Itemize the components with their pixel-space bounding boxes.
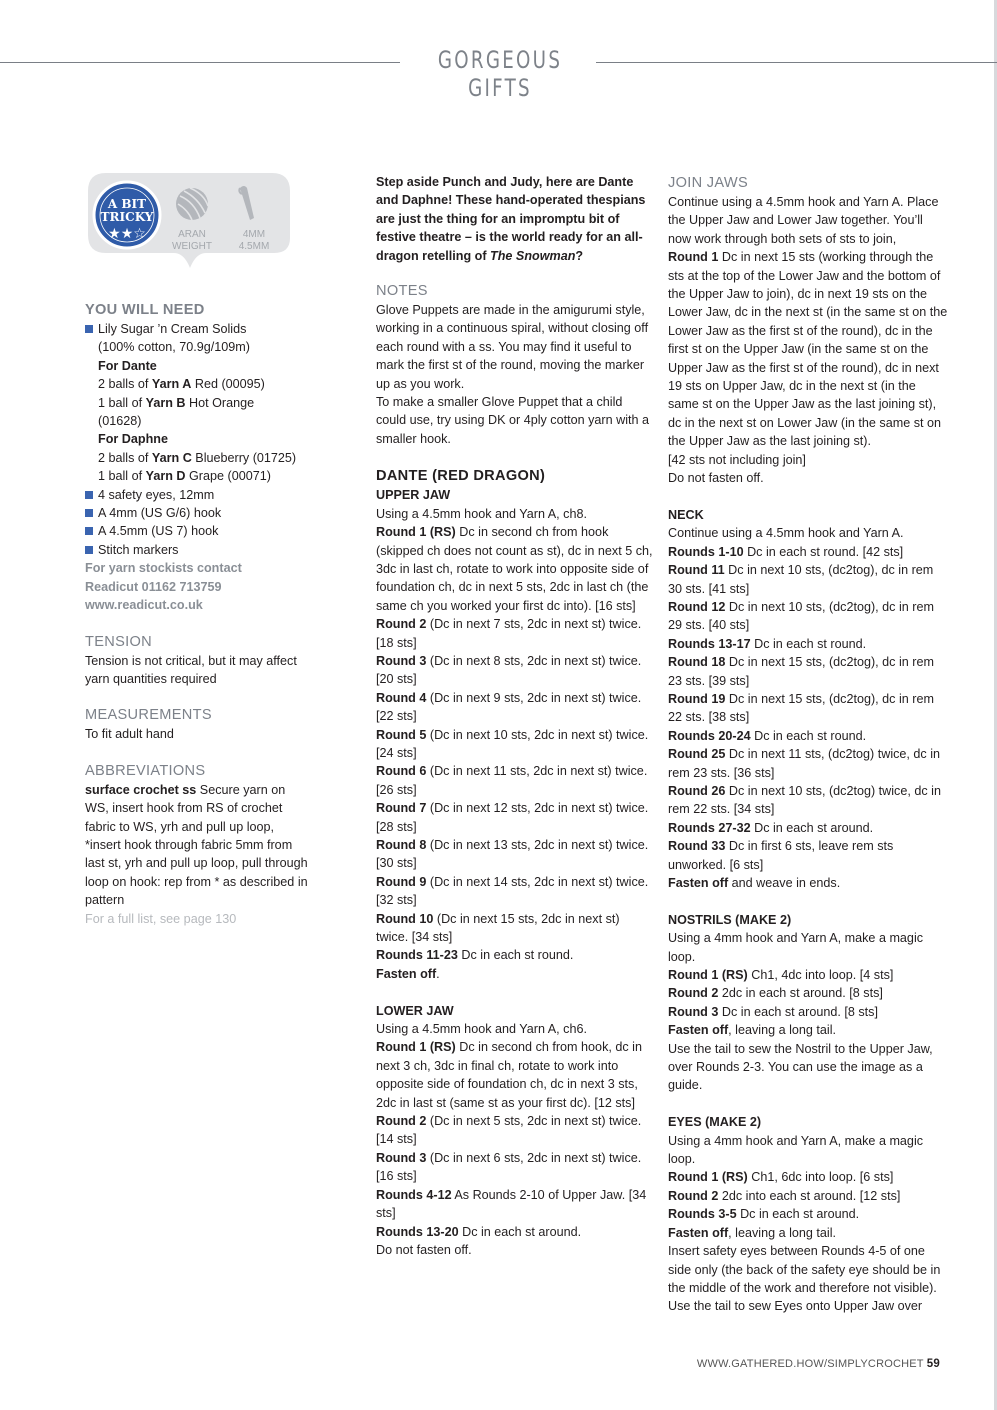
list-item-detail: (01628) xyxy=(98,414,142,429)
bullet-square-icon xyxy=(85,527,93,535)
pattern-row: Round 25 Dc in next 11 sts, (dc2tog) twice, dc in rem 23 sts. [36 sts] xyxy=(668,747,941,780)
pattern-row: Fasten off, leaving a long tail. xyxy=(668,1023,836,1038)
abbreviation-entry: surface crochet ss Secure yarn on WS, insert hook from RS of crochet fabric to WS, yrh and pull up loop, *insert hook through fabric 5mm from last st, yrh and pull up loop, pull through loop on hook: rep from * as described in pattern xyxy=(85,782,308,908)
pattern-row: Round 33 Dc in first 6 sts, leave rem sts unworked. [6 sts] xyxy=(668,839,894,872)
header-rule-right xyxy=(596,62,997,63)
stockists-link[interactable]: www.readicut.co.uk xyxy=(85,598,203,613)
hook-size-label1: 4MM xyxy=(242,229,266,240)
abbreviations-heading: ABBREVIATIONS xyxy=(85,762,206,779)
upper-jaw-heading: UPPER JAW xyxy=(376,488,451,503)
yarn-ball-icon xyxy=(176,188,208,220)
pattern-row: Round 3 Dc in each st around. [8 sts] xyxy=(668,1004,878,1019)
badge-line2: TRICKY xyxy=(100,210,154,224)
pattern-row: Round 11 Dc in next 10 sts, (dc2tog), dc in rem 30 sts. [41 sts] xyxy=(668,563,934,596)
pattern-row: Round 1 (RS) Dc in second ch from hook, dc in next 3 ch, 3dc in final ch, rotate to work into opposite side of foundation ch, dc in next 3 sts, 2dc in last st (same st as your first dc). [12 sts] xyxy=(376,1040,642,1110)
join-jaws-heading: JOIN JAWS xyxy=(668,175,748,191)
badge-line1: A BIT xyxy=(107,197,147,211)
bullet-square-icon xyxy=(85,509,93,517)
pattern-row: Fasten off. xyxy=(376,966,440,981)
lower-jaw-heading: LOWER JAW xyxy=(376,1003,454,1018)
eyes-rounds xyxy=(668,1168,948,1242)
measurements-text: To fit adult hand xyxy=(85,727,174,742)
dante-heading: DANTE (RED DRAGON) xyxy=(376,468,546,485)
pattern-row: Round 8 (Dc in next 13 sts, 2dc in next st) twice. [30 sts] xyxy=(376,838,649,871)
footer-url[interactable]: WWW.GATHERED.HOW/SIMPLYCROCHET xyxy=(696,1358,924,1370)
section-title: GORGEOUS GIFTS xyxy=(437,46,563,102)
pattern-row: Round 1 Dc in next 15 sts (working through the sts at the top of the Lower Jaw and the bottom of the Upper Jaw to join), dc in next 19 sts on the Lower Jaw, dc in the next st (in the same st on the Lower Jaw as the first st of the round), dc in the first st on the Upper Jaw (in the same st on the Upper Jaw as the first st of the round), dc in next 19 sts on Upper Jaw, dc in the next st (in the same st on the Upper Jaw as the last joining st), dc in the next st on Lower Jaw (in the same st on the Upper Jaw as the last joining st). xyxy=(668,250,948,449)
page-footer xyxy=(697,1358,940,1370)
bullet-square-icon xyxy=(85,325,93,333)
pattern-row: Round 2 (Dc in next 5 sts, 2dc in next st) twice. [14 sts] xyxy=(376,1114,642,1147)
header-rule-left xyxy=(0,62,400,63)
page-number: 59 xyxy=(926,1358,940,1370)
lower-jaw-closing: Do not fasten off. xyxy=(376,1242,472,1257)
pattern-row: Round 7 (Dc in next 12 sts, 2dc in next st) twice. [28 sts] xyxy=(376,801,649,834)
nostrils-closing: Use the tail to sew the Nostril to the Upper Jaw, over Rounds 2-3. You can use the image as a guide. xyxy=(668,1041,933,1093)
yarn-weight-label2: WEIGHT xyxy=(172,241,212,252)
nostrils-heading: NOSTRILS (MAKE 2) xyxy=(668,912,792,927)
lower-jaw-rounds xyxy=(376,1038,654,1240)
measurements-heading: MEASUREMENTS xyxy=(85,707,212,724)
upper-jaw-intro: Using a 4.5mm hook and Yarn A, ch8. xyxy=(376,506,587,521)
list-item-detail: 2 balls of Yarn C Blueberry (01725) xyxy=(98,450,297,465)
lower-jaw-intro: Using a 4.5mm hook and Yarn A, ch6. xyxy=(376,1022,587,1037)
notes-heading: NOTES xyxy=(376,283,428,300)
pattern-row: Fasten off, leaving a long tail. xyxy=(668,1225,836,1240)
pattern-row: Round 26 Dc in next 10 sts, (dc2tog) twice, dc in rem 22 sts. [34 sts] xyxy=(668,783,941,817)
stockists-text: For yarn stockists contact xyxy=(85,561,242,576)
neck-rounds xyxy=(668,543,948,893)
join-jaws-intro: Continue using a 4.5mm hook and Yarn A. Place the Upper Jaw and Lower Jaw together. You’ll now work through both sets of sts to join, xyxy=(668,195,939,246)
middle-column xyxy=(376,173,654,1259)
list-item-detail: (100% cotton, 70.9g/109m) xyxy=(98,340,250,355)
pattern-row: Round 19 Dc in next 15 sts, (dc2tog), dc in rem 22 sts. [38 sts] xyxy=(668,691,934,725)
list-item: A 4mm (US G/6) hook xyxy=(85,504,310,522)
pattern-row: Round 10 (Dc in next 15 sts, 2dc in next st) twice. [34 sts] xyxy=(376,911,620,945)
nostrils-intro: Using a 4mm hook and Yarn A, make a magic loop. xyxy=(668,931,924,964)
tension-heading: TENSION xyxy=(85,633,152,650)
list-item: Lily Sugar ’n Cream Solids xyxy=(85,320,310,338)
pattern-row: Rounds 13-20 Dc in each st around. xyxy=(376,1224,582,1239)
nostrils-rounds xyxy=(668,966,948,1040)
pattern-row: Rounds 20-24 Dc in each st round. xyxy=(668,728,867,743)
star-rating: ★★☆ xyxy=(108,226,146,242)
pattern-row: Rounds 1-10 Dc in each st round. [42 sts] xyxy=(668,544,904,559)
list-item: Stitch markers xyxy=(85,541,310,559)
list-item: 4 safety eyes, 12mm xyxy=(85,486,310,504)
list-item-detail: 1 ball of Yarn D Grape (00071) xyxy=(98,469,271,484)
pattern-row: Rounds 27-32 Dc in each st around. xyxy=(668,820,874,835)
pattern-row: Round 3 (Dc in next 8 sts, 2dc in next st) twice. [20 sts] xyxy=(376,653,642,687)
daphne-subheading: For Daphne xyxy=(98,432,168,447)
pattern-row: Rounds 4-12 As Rounds 2-10 of Upper Jaw. [34 sts] xyxy=(376,1187,647,1221)
eyes-heading: EYES (MAKE 2) xyxy=(668,1115,762,1130)
dante-subheading: For Dante xyxy=(98,358,157,373)
notes-paragraph: To make a smaller Glove Puppet that a child could use, try using DK or 4ply cotton yarn with a smaller hook. xyxy=(376,395,649,446)
eyes-closing: Insert safety eyes between Rounds 4-5 of one side only (the back of the safety eye should be in the middle of the work and therefore not visible). xyxy=(668,1244,941,1295)
tension-text: Tension is not critical, but it may affect yarn quantities required xyxy=(85,653,297,686)
abbreviations-more-link: For a full list, see page 130 xyxy=(85,911,237,926)
pattern-row: Round 2 (Dc in next 7 sts, 2dc in next st) twice. [18 sts] xyxy=(376,617,642,650)
pattern-row: Fasten off and weave in ends. xyxy=(668,876,841,891)
pattern-row: Round 4 (Dc in next 9 sts, 2dc in next st) twice. [22 sts] xyxy=(376,690,642,724)
hook-size-label2: 4.5MM xyxy=(238,241,270,252)
neck-heading: NECK xyxy=(668,507,704,522)
pattern-row: Rounds 3-5 Dc in each st around. xyxy=(668,1207,860,1222)
notes-paragraph: Glove Puppets are made in the amigurumi style, working in a continuous spiral, without closing off each round with a ss. You may find it useful to mark the first st of the round, moving the marker up as you work. xyxy=(376,303,649,391)
eyes-intro: Using a 4mm hook and Yarn A, make a magic loop. xyxy=(668,1133,924,1167)
pattern-row: Round 1 (RS) Ch1, 4dc into loop. [4 sts] xyxy=(668,968,894,983)
pattern-row: Rounds 11-23 Dc in each st round. xyxy=(376,948,574,963)
bullet-square-icon xyxy=(85,546,93,554)
difficulty-panel xyxy=(84,168,294,273)
upper-jaw-rounds xyxy=(376,523,654,983)
yarn-weight-label1: ARAN xyxy=(178,229,206,240)
pattern-row: Round 12 Dc in next 10 sts, (dc2tog), dc in rem 29 sts. [40 sts] xyxy=(668,599,934,633)
pattern-row: Round 1 (RS) Ch1, 6dc into loop. [6 sts] xyxy=(668,1170,894,1185)
pattern-row: Rounds 13-17 Dc in each st round. xyxy=(668,636,867,651)
pattern-row: Round 2 2dc into each st around. [12 sts] xyxy=(668,1188,901,1203)
sidebar-column xyxy=(85,300,310,928)
list-item: A 4.5mm (US 7) hook xyxy=(85,522,310,540)
join-jaws-count: [42 sts not including join] xyxy=(668,452,806,467)
pattern-row: Round 18 Dc in next 15 sts, (dc2tog), dc in rem 23 sts. [39 sts] xyxy=(668,655,934,688)
stockists-phone: Readicut 01162 713759 xyxy=(85,579,222,594)
pattern-row: Round 1 (RS) Dc in second ch from hook (skipped ch does not count as st), dc in next 5 ch, 3dc in last ch, rotate to work into opposite side of foundation ch, dc in next 5 sts, 2dc in last ch (the same ch you worked your first dc into). [16 sts] xyxy=(376,525,653,613)
you-will-need-heading: YOU WILL NEED xyxy=(85,302,205,318)
pattern-row: Round 2 2dc in each st around. [8 sts] xyxy=(668,986,883,1001)
pattern-row: Round 6 (Dc in next 11 sts, 2dc in next st) twice. [26 sts] xyxy=(376,764,648,797)
right-column xyxy=(668,173,948,1316)
intro-paragraph: Step aside Punch and Judy, here are Dante and Daphne! These hand-operated thespians are just the thing for an impromptu bit of festive theatre – is the world ready for an all-dragon retelling of The Snowman? xyxy=(376,175,646,263)
join-jaws-closing: Do not fasten off. xyxy=(668,471,764,486)
list-item-detail: 1 ball of Yarn B Hot Orange xyxy=(98,395,255,410)
difficulty-panel-graphic xyxy=(84,168,294,273)
eyes-closing: Use the tail to sew Eyes onto Upper Jaw over xyxy=(668,1299,923,1314)
pattern-row: Round 9 (Dc in next 14 sts, 2dc in next st) twice. [32 sts] xyxy=(376,874,649,908)
pattern-row: Round 5 (Dc in next 10 sts, 2dc in next st) twice. [24 sts] xyxy=(376,727,649,760)
list-item-detail: 2 balls of Yarn A Red (00095) xyxy=(98,377,265,392)
pattern-row: Round 3 (Dc in next 6 sts, 2dc in next st) twice. [16 sts] xyxy=(376,1150,642,1184)
bullet-square-icon xyxy=(85,491,93,499)
neck-intro: Continue using a 4.5mm hook and Yarn A. xyxy=(668,526,904,541)
